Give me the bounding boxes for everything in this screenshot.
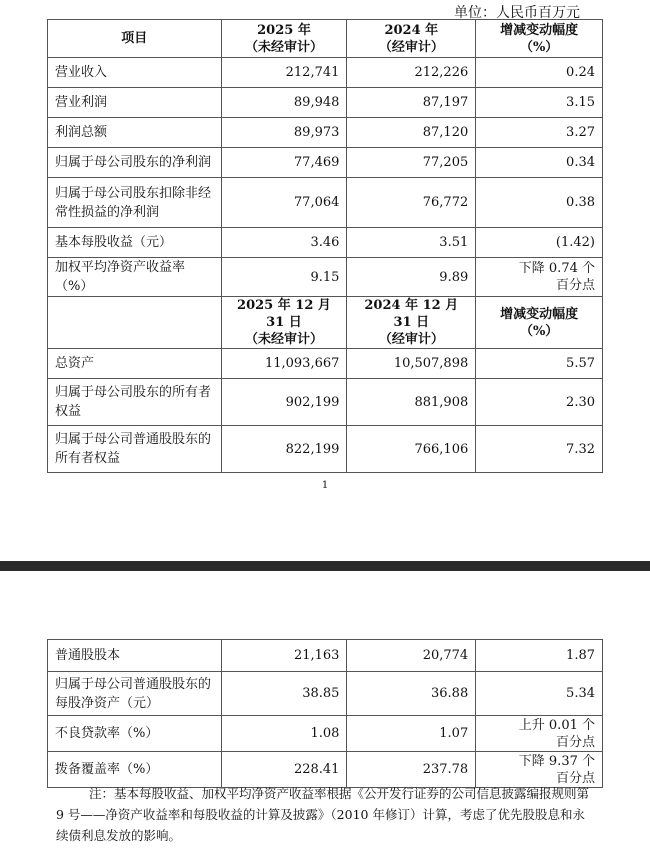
page-separator <box>0 561 650 571</box>
value-2025: 228.41 <box>221 752 347 788</box>
value-2024: 36.88 <box>347 672 476 716</box>
value-2025: 212,741 <box>221 58 347 88</box>
value-change: (1.42) <box>476 228 603 258</box>
value-2024: 237.78 <box>347 752 476 788</box>
table-row <box>48 379 603 426</box>
footnote <box>56 783 606 846</box>
financial-table-page2 <box>47 639 603 788</box>
row-label: 总资产 <box>48 349 222 379</box>
row-label: 利润总额 <box>48 118 222 148</box>
row-label: 归属于母公司股东的净利润 <box>48 148 222 178</box>
value-change: 3.27 <box>476 118 603 148</box>
value-2025: 21,163 <box>221 640 347 672</box>
value-2024: 1.07 <box>347 716 476 752</box>
row-label: 营业收入 <box>48 58 222 88</box>
table-row <box>48 258 603 297</box>
value-2024: 20,774 <box>347 640 476 672</box>
value-2024: 10,507,898 <box>347 349 476 379</box>
row-label: 归属于母公司股东扣除非经 常性损益的净利润 <box>48 178 222 228</box>
value-2024: 77,205 <box>347 148 476 178</box>
value-2025: 822,199 <box>221 426 347 473</box>
table-row <box>48 118 603 148</box>
header-2025: 2025 年 （未经审计） <box>221 20 347 58</box>
value-change: 0.24 <box>476 58 603 88</box>
value-2025: 11,093,667 <box>221 349 347 379</box>
table-row <box>48 88 603 118</box>
row-label: 基本每股收益（元） <box>48 228 222 258</box>
value-2025: 9.15 <box>221 258 347 297</box>
header-item: 项目 <box>48 20 222 58</box>
value-change: 下降 0.74 个 百分点 <box>476 258 603 297</box>
value-change: 2.30 <box>476 379 603 426</box>
header-change: 增减变动幅度 （%） <box>476 297 603 349</box>
header-empty <box>48 297 222 349</box>
row-label: 归属于母公司普通股股东的 所有者权益 <box>48 426 222 473</box>
table-row <box>48 672 603 716</box>
table-header-row <box>48 297 603 349</box>
value-2025: 1.08 <box>221 716 347 752</box>
value-change: 0.34 <box>476 148 603 178</box>
value-2025: 3.46 <box>221 228 347 258</box>
row-label: 拨备覆盖率（%） <box>48 752 222 788</box>
row-label: 归属于母公司普通股股东的 每股净资产（元） <box>48 672 222 716</box>
header-2024: 2024 年 （经审计） <box>347 20 476 58</box>
value-change: 7.32 <box>476 426 603 473</box>
value-change: 上升 0.01 个 百分点 <box>476 716 603 752</box>
footnote-line: 续债利息发放的影响。 <box>56 828 182 843</box>
value-2024: 87,120 <box>347 118 476 148</box>
value-change: 1.87 <box>476 640 603 672</box>
row-label: 不良贷款率（%） <box>48 716 222 752</box>
value-2024: 3.51 <box>347 228 476 258</box>
value-2025: 38.85 <box>221 672 347 716</box>
row-label: 加权平均净资产收益率（%） <box>48 258 222 297</box>
table-row <box>48 716 603 752</box>
value-2024: 766,106 <box>347 426 476 473</box>
footnote-line: 9 号——净资产收益率和每股收益的计算及披露》（2010 年修订）计算，考虑了优先股股息和永 <box>56 807 585 822</box>
value-2024: 87,197 <box>347 88 476 118</box>
value-2024: 76,772 <box>347 178 476 228</box>
value-change: 下降 9.37 个 百分点 <box>476 752 603 788</box>
table-row <box>48 426 603 473</box>
unit-label: 单位：人民币百万元 <box>454 5 580 21</box>
value-2024: 881,908 <box>347 379 476 426</box>
value-2025: 89,948 <box>221 88 347 118</box>
value-change: 3.15 <box>476 88 603 118</box>
table-row <box>48 349 603 379</box>
table-row <box>48 148 603 178</box>
value-2025: 77,064 <box>221 178 347 228</box>
value-change: 5.34 <box>476 672 603 716</box>
value-2024: 9.89 <box>347 258 476 297</box>
value-2025: 902,199 <box>221 379 347 426</box>
value-2024: 212,226 <box>347 58 476 88</box>
header-change: 增减变动幅度 （%） <box>476 20 603 58</box>
header-2025-dec31: 2025 年 12 月 31 日 （未经审计） <box>221 297 347 349</box>
table-row <box>48 58 603 88</box>
table-header-row <box>48 20 603 58</box>
table-row <box>48 640 603 672</box>
header-2024-dec31: 2024 年 12 月 31 日 （经审计） <box>347 297 476 349</box>
page-number: 1 <box>321 480 329 491</box>
value-change: 5.57 <box>476 349 603 379</box>
financial-table-page1 <box>47 19 603 473</box>
table-row <box>48 178 603 228</box>
value-change: 0.38 <box>476 178 603 228</box>
table-row <box>48 228 603 258</box>
footnote-line: 注：基本每股收益、加权平均净资产收益率根据《公开发行证券的公司信息披露编报规则第 <box>89 786 590 801</box>
row-label: 营业利润 <box>48 88 222 118</box>
row-label: 普通股股本 <box>48 640 222 672</box>
value-2025: 89,973 <box>221 118 347 148</box>
row-label: 归属于母公司股东的所有者 权益 <box>48 379 222 426</box>
value-2025: 77,469 <box>221 148 347 178</box>
